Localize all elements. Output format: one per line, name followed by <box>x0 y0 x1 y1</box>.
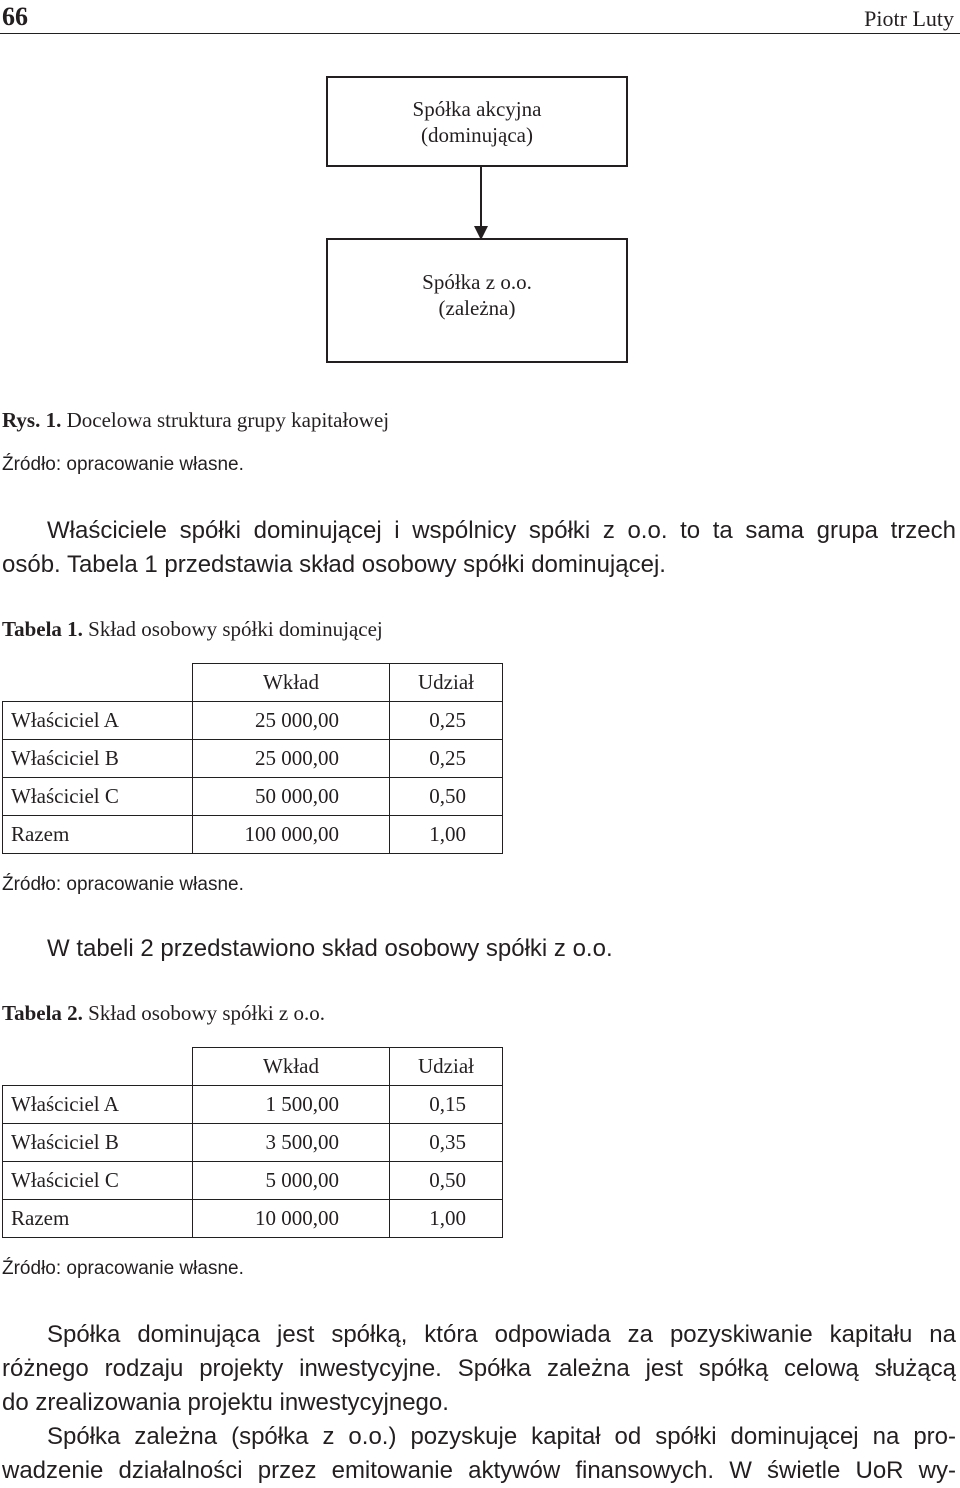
table-cell-contribution: 50 000,00 <box>193 778 390 816</box>
table-header-row <box>3 664 503 702</box>
table-cell-name: Właściciel B <box>3 740 193 778</box>
table-cell-name: Właściciel A <box>3 702 193 740</box>
running-header-author: Piotr Luty <box>864 6 954 31</box>
paragraph-1 <box>2 514 956 582</box>
table-cell-share: 0,25 <box>390 702 503 740</box>
paragraph-3-line-1: Spółka dominująca jest spółką, która odpowiada za pozyskiwanie kapitału na <box>47 1321 956 1348</box>
table-row <box>3 702 503 740</box>
table-cell-share: 0,35 <box>390 1124 503 1162</box>
diagram-box-subsidiary-label: Spółka z o.o. (zależna) <box>422 269 532 320</box>
table-header-cell: Udział <box>390 1048 503 1086</box>
table-cell-name: Właściciel C <box>3 778 193 816</box>
table-row-total <box>3 816 503 854</box>
table-row <box>3 1086 503 1124</box>
table-cell-contribution: 25 000,00 <box>193 740 390 778</box>
diagram-box-parent-company <box>326 76 628 167</box>
diagram-box-parent-label: Spółka akcyjna (dominująca) <box>412 96 542 147</box>
page-number: 66 <box>2 2 28 31</box>
table-row <box>3 1124 503 1162</box>
table-row <box>3 1162 503 1200</box>
table-cell-contribution: 100 000,00 <box>193 816 390 854</box>
paragraph-3 <box>2 1318 956 1420</box>
paragraph-3-line-2: różnego rodzaju projekty inwestycyjne. Spółka zależna jest spółką celową służącą <box>2 1355 956 1382</box>
paragraph-1-line-1: Właściciele spółki dominującej i wspólnicy spółki z o.o. to ta sama grupa trzech <box>47 517 956 544</box>
table-cell-contribution: 25 000,00 <box>193 702 390 740</box>
table-1-source: Źródło: opracowanie własne. <box>2 874 244 895</box>
table-2-source: Źródło: opracowanie własne. <box>2 1258 244 1279</box>
table-1-caption <box>2 616 383 642</box>
paragraph-2 <box>2 932 956 966</box>
table-cell-name: Razem <box>3 1200 193 1238</box>
paragraph-4-line-2: wadzenie działalności przez emitowanie aktywów finansowych. W świetle UoR wy- <box>2 1457 956 1484</box>
table-header-cell: Wkład <box>193 1048 390 1086</box>
table-header-cell: Udział <box>390 664 503 702</box>
table-cell-name: Właściciel C <box>3 1162 193 1200</box>
figure-caption <box>2 407 389 433</box>
table-row-total <box>3 1200 503 1238</box>
table-2-caption-text: Skład osobowy spółki z o.o. <box>88 1001 326 1025</box>
table-cell-name: Właściciel B <box>3 1124 193 1162</box>
table-cell-contribution: 1 500,00 <box>193 1086 390 1124</box>
table-cell-share: 0,25 <box>390 740 503 778</box>
table-cell-contribution: 10 000,00 <box>193 1200 390 1238</box>
table-cell-share: 0,50 <box>390 778 503 816</box>
table-1-caption-label: Tabela 1. <box>2 617 83 641</box>
figure-caption-text: Docelowa struktura grupy kapitałowej <box>66 408 390 432</box>
paragraph-2-line-1: W tabeli 2 przedstawiono skład osobowy spółki z o.o. <box>47 935 613 962</box>
diagram-box-subsidiary <box>326 238 628 363</box>
table-cell-share: 1,00 <box>390 816 503 854</box>
table-1 <box>2 663 503 854</box>
table-header-cell <box>3 664 193 702</box>
table-cell-share: 1,00 <box>390 1200 503 1238</box>
table-cell-contribution: 3 500,00 <box>193 1124 390 1162</box>
table-2-caption-label: Tabela 2. <box>2 1001 83 1025</box>
table-2-caption <box>2 1000 325 1026</box>
figure-caption-label: Rys. 1. <box>2 408 62 432</box>
table-cell-name: Właściciel A <box>3 1086 193 1124</box>
table-header-row <box>3 1048 503 1086</box>
paragraph-4-line-1: Spółka zależna (spółka z o.o.) pozyskuje kapitał od spółki dominującej na pro- <box>47 1423 956 1450</box>
table-cell-share: 0,50 <box>390 1162 503 1200</box>
figure-source: Źródło: opracowanie własne. <box>2 454 244 475</box>
table-cell-share: 0,15 <box>390 1086 503 1124</box>
header-rule <box>0 33 960 34</box>
table-header-cell <box>3 1048 193 1086</box>
table-1-caption-text: Skład osobowy spółki dominującej <box>88 617 383 641</box>
paragraph-1-line-2: osób. Tabela 1 przedstawia skład osobowy spółki dominującej. <box>2 551 666 578</box>
table-row <box>3 778 503 816</box>
table-cell-name: Razem <box>3 816 193 854</box>
table-row <box>3 740 503 778</box>
paragraph-4 <box>2 1420 956 1488</box>
table-header-cell: Wkład <box>193 664 390 702</box>
diagram-arrow <box>466 167 496 240</box>
table-2 <box>2 1047 503 1238</box>
table-cell-contribution: 5 000,00 <box>193 1162 390 1200</box>
paragraph-3-line-3: do zrealizowania projektu inwestycyjnego. <box>2 1389 449 1416</box>
